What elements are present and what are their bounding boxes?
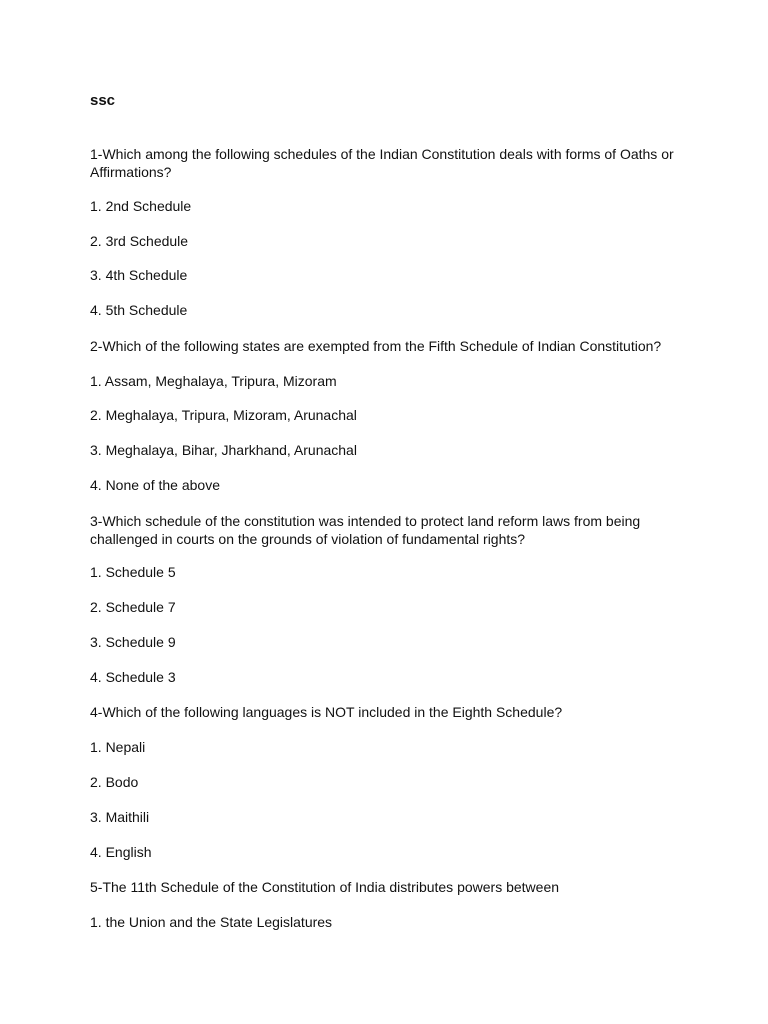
question-2: 2-Which of the following states are exempted from the Fifth Schedule of Indian Constitution? [90, 338, 662, 354]
question-4-option-4: 4. English [90, 844, 152, 860]
question-1-option-4: 4. 5th Schedule [90, 302, 188, 318]
question-1: 1-Which among the following schedules of the Indian Constitution deals with forms of Oaths or Affirmations? [90, 146, 674, 180]
question-3-option-3: 3. Schedule 9 [90, 634, 176, 650]
question-1-option-2: 2. 3rd Schedule [90, 233, 189, 249]
document-title: ssc [90, 92, 116, 109]
question-4: 4-Which of the following languages is NOT included in the Eighth Schedule? [90, 704, 563, 720]
question-2-option-1: 1. Assam, Meghalaya, Tripura, Mizoram [90, 373, 337, 389]
question-4-option-1: 1. Nepali [90, 739, 146, 755]
question-5-option-1: 1. the Union and the State Legislatures [90, 914, 333, 930]
question-1-option-1: 1. 2nd Schedule [90, 198, 192, 214]
question-2-option-3: 3. Meghalaya, Bihar, Jharkhand, Arunachal [90, 442, 357, 458]
question-2-option-4: 4. None of the above [90, 477, 220, 493]
question-1-option-3: 3. 4th Schedule [90, 267, 188, 283]
question-4-option-3: 3. Maithili [90, 809, 150, 825]
question-3-option-1: 1. Schedule 5 [90, 564, 176, 580]
question-4-option-2: 2. Bodo [90, 774, 139, 790]
question-3-option-4: 4. Schedule 3 [90, 669, 176, 685]
question-3-option-2: 2. Schedule 7 [90, 599, 176, 615]
question-5: 5-The 11th Schedule of the Constitution of India distributes powers between [90, 879, 560, 895]
question-2-option-2: 2. Meghalaya, Tripura, Mizoram, Arunachal [90, 407, 357, 423]
question-3: 3-Which schedule of the constitution was intended to protect land reform laws from being challenged in courts on the grounds of violation of fundamental rights? [90, 513, 641, 547]
